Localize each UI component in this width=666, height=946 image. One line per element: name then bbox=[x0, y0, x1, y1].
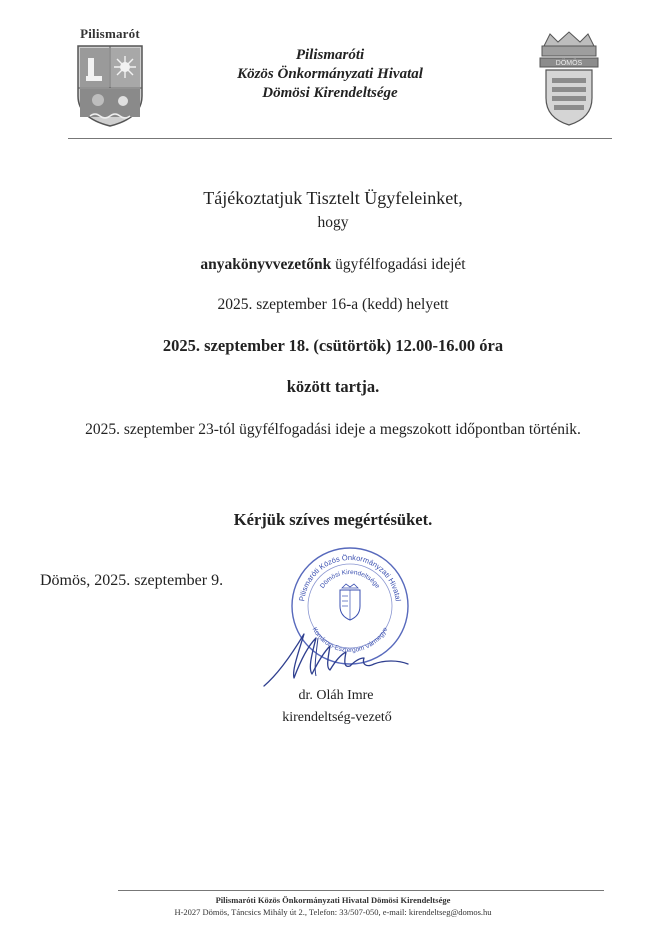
signer-name: dr. Oláh Imre bbox=[298, 688, 374, 703]
place-and-date: Dömös, 2025. szeptember 9. bbox=[40, 572, 224, 589]
registrar-word: anyakönyvvezetőnk bbox=[200, 256, 332, 273]
header-line-3: Dömösi Kirendeltsége bbox=[262, 85, 398, 101]
footer-organization: Pilismaróti Közös Önkormányzati Hivatal Dömösi Kirendeltsége bbox=[215, 895, 451, 905]
stamp-bottom-text: Komárom-Esztergom Vármegye bbox=[310, 626, 390, 655]
domos-coat-of-arms bbox=[536, 28, 602, 128]
stamp-inner-text: Dömösi Kirendeltsége bbox=[319, 568, 381, 590]
new-date-continuation: között tartja. bbox=[286, 377, 380, 396]
pilismarot-crest-title: Pilismarót bbox=[80, 26, 140, 41]
greeting: Tájékoztatjuk Tisztelt Ügyfeleinket, bbox=[203, 188, 463, 208]
office-header bbox=[180, 46, 480, 103]
notice-subject bbox=[0, 256, 666, 274]
header-divider bbox=[68, 138, 612, 139]
notice-subject-rest: ügyfélfogadási idejét bbox=[331, 256, 466, 273]
domos-banner-text: DÖMÖS bbox=[555, 60, 583, 67]
closing-request: Kérjük szíves megértésüket. bbox=[233, 510, 433, 529]
original-date: 2025. szeptember 16-a (kedd) helyett bbox=[217, 296, 449, 313]
footer-divider bbox=[118, 890, 604, 891]
footer-contact: H-2027 Dömös, Táncsics Mihály út 2., Telefon: 33/507-050, e-mail: kirendeltseg@domos.hu bbox=[174, 907, 492, 917]
header-line-2: Közös Önkormányzati Hivatal bbox=[237, 66, 423, 82]
pilismarot-coat-of-arms bbox=[68, 26, 152, 130]
signer-title: kirendeltség-vezető bbox=[282, 710, 392, 725]
resumption-note: 2025. szeptember 23-tól ügyfélfogadási ideje a megszokott időpontban történik. bbox=[85, 421, 581, 438]
header-line-1: Pilismaróti bbox=[295, 47, 365, 63]
stamp-outer-text: Pilismaróti Közös Önkormányzati Hivatal bbox=[297, 552, 403, 602]
greeting-continuation: hogy bbox=[317, 214, 349, 231]
new-date: 2025. szeptember 18. (csütörtök) 12.00-16.00 óra bbox=[162, 336, 504, 355]
handwritten-signature bbox=[258, 624, 426, 694]
